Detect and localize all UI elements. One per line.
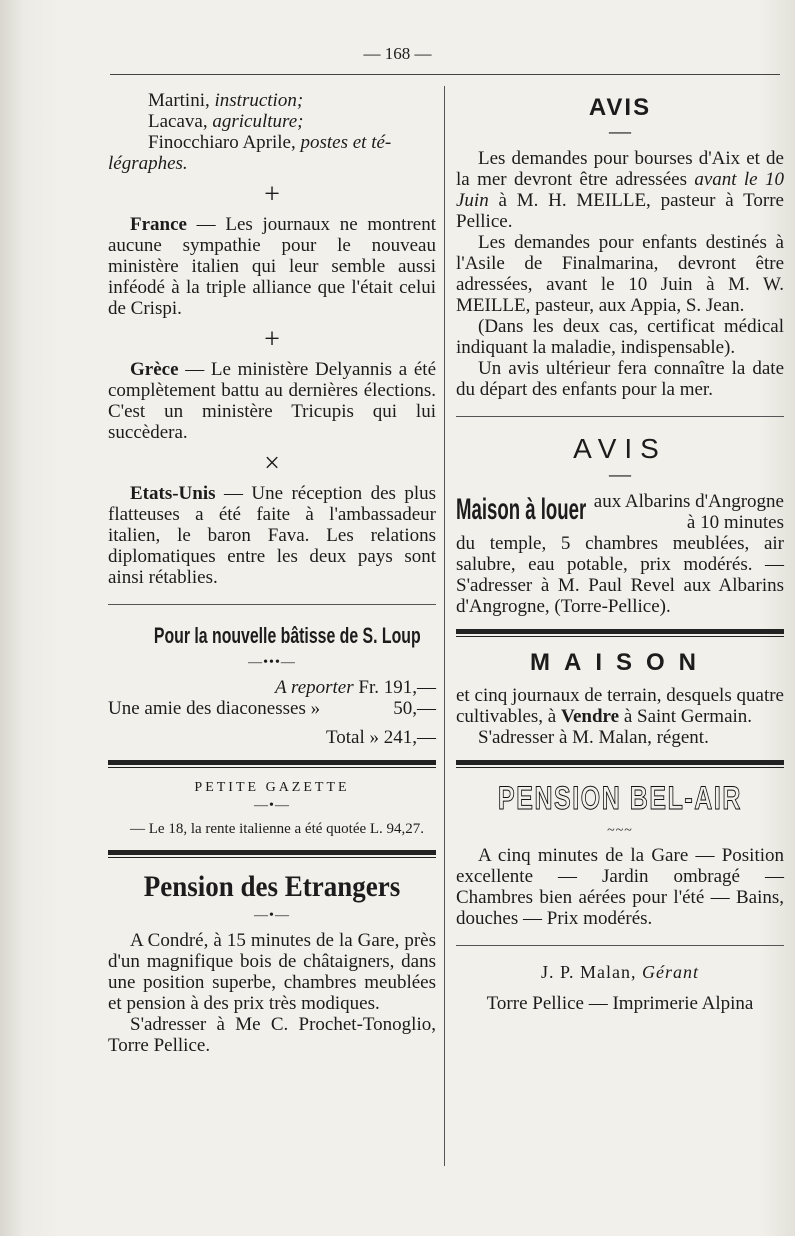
minister-role-cont: légraphes. bbox=[108, 153, 188, 174]
minister-list bbox=[108, 90, 436, 174]
report-line bbox=[108, 677, 436, 698]
thick-rule bbox=[108, 850, 436, 858]
imprimerie-line: Torre Pellice — Imprimerie Alpina bbox=[486, 993, 754, 1014]
maison-contact: S'adresser à M. Malan, régent. bbox=[478, 727, 709, 748]
maison-louer-heading: Maison à louer bbox=[456, 493, 587, 526]
amie-line bbox=[108, 698, 436, 719]
minister-line bbox=[108, 132, 436, 153]
minister-line bbox=[108, 111, 436, 132]
maison-text-end: à Saint Germain. bbox=[619, 706, 753, 727]
gazette-title: PETITE GAZETTE bbox=[194, 780, 350, 795]
separator-plus: + bbox=[264, 179, 280, 210]
france-label: France bbox=[130, 214, 187, 235]
right-column bbox=[456, 90, 784, 1015]
minister-name: Martini, bbox=[148, 90, 215, 111]
avis-paragraph-2: Les demandes pour enfants destinés à l'Asile de Finalmarina, devront être adressées, avant le 10 Juin à M. W. MEILLE, pasteur, aux Appia, S. Jean. bbox=[456, 232, 784, 316]
france-paragraph bbox=[108, 214, 436, 319]
pension-title: Pension des Etrangers bbox=[143, 870, 401, 903]
maison-paragraph bbox=[456, 685, 784, 727]
avis-paragraph-1 bbox=[456, 148, 784, 232]
avis-text: Les demandes pour bourses d'Aix et de la mer devront être adressées bbox=[456, 148, 784, 190]
avis-paragraph-4: Un avis ultérieur fera connaître la date du départ des enfants pour la mer. bbox=[456, 358, 784, 400]
total-label: Total » bbox=[325, 727, 379, 748]
amie-label: Une amie des diaconesses » bbox=[108, 698, 321, 719]
ornament: —•— bbox=[254, 908, 290, 923]
avis-dash: — bbox=[609, 461, 631, 486]
maison-vendre: Vendre bbox=[561, 706, 620, 727]
maison-text: et cinq journaux de terrain, desquels quatre cultivables, à bbox=[456, 685, 784, 727]
minister-line bbox=[108, 90, 436, 111]
left-column bbox=[108, 90, 436, 1056]
maison-louer-text: du temple, 5 chambres meublées, air salubre, eau potable, prix modérés. — S'adresser à M. Paul Revel aux Albarins d'Angrogne, (Torre-Pellice). bbox=[456, 533, 784, 617]
etats-unis-paragraph bbox=[108, 483, 436, 588]
loup-title: Pour la nouvelle bâtisse de S. Loup bbox=[153, 623, 421, 648]
pension-contact: S'adresser à Me C. Prochet-Tonoglio, Torre Pellice. bbox=[108, 1014, 436, 1056]
minister-name: Finocchiaro Aprile, bbox=[148, 132, 301, 153]
grece-text: — Le ministère Delyannis a été complètement battu au dernières élections. C'est un ministère Tricupis qui lui succèdera. bbox=[108, 359, 436, 443]
minister-role: instruction; bbox=[214, 90, 304, 111]
section-rule bbox=[108, 604, 436, 605]
thick-rule bbox=[456, 629, 784, 637]
column-divider bbox=[444, 86, 445, 1166]
section-rule bbox=[456, 945, 784, 946]
report-label: A reporter bbox=[275, 677, 354, 698]
bel-air-text: A cinq minutes de la Gare — Position excellente — Jardin ombragé — Chambres bien aérées pour l'été — Bains, douches — Prix modérés. bbox=[456, 845, 784, 929]
gerant-name: J. P. Malan, bbox=[540, 962, 642, 982]
separator-times: × bbox=[264, 448, 280, 479]
etats-unis-text: — Une réception des plus flatteuses a été faite à l'ambassadeur italien, le baron Fava. Les relations diplomatiques entre les deux pays sont ainsi rétablies. bbox=[108, 483, 436, 588]
spacer bbox=[108, 719, 436, 727]
avis-paragraph-3: (Dans les deux cas, certificat médical indiquant la maladie, indispensable). bbox=[456, 316, 784, 358]
pension-text: A Condré, à 15 minutes de la Gare, près d'un magnifique bois de châtaigners, dans une position superbe, chambres meublées et pension à des prix très modiques. bbox=[108, 930, 436, 1014]
avis-title-2: AVIS bbox=[573, 433, 667, 464]
report-value: Fr. 191,— bbox=[353, 677, 436, 698]
gazette-text: — Le 18, la rente italienne a été quotée L. 94,27. bbox=[130, 821, 425, 837]
section-rule bbox=[456, 416, 784, 417]
separator-plus: + bbox=[264, 324, 280, 355]
bel-air-title: PENSION BEL-AIR bbox=[498, 780, 742, 816]
maison-louer-row bbox=[456, 491, 784, 533]
minister-line-cont bbox=[108, 153, 436, 174]
thick-rule bbox=[108, 760, 436, 768]
amie-value: 50,— bbox=[393, 698, 436, 719]
avis-title: AVIS bbox=[588, 94, 652, 121]
grece-label: Grèce bbox=[130, 359, 179, 380]
avis-text: à M. H. MEILLE, pasteur à Torre Pellice. bbox=[456, 190, 784, 232]
total-value: 241,— bbox=[379, 727, 436, 748]
ornament: ~~~ bbox=[607, 823, 633, 838]
minister-role: agriculture; bbox=[212, 111, 304, 132]
gerant-line bbox=[456, 962, 784, 983]
page-number: — 168 — bbox=[363, 44, 432, 63]
total-line bbox=[108, 727, 436, 748]
france-text: — Les journaux ne montrent aucune sympathie pour le nouveau ministère italien qui leur semble aussi inféodé à la triple alliance que l'était celui de Crispi. bbox=[108, 214, 436, 319]
grece-paragraph bbox=[108, 359, 436, 443]
minister-role: postes et té- bbox=[300, 132, 392, 153]
maison-title: MAISON bbox=[530, 649, 710, 676]
top-rule bbox=[110, 74, 780, 75]
ornament: —•••— bbox=[248, 655, 296, 670]
ornament: —•— bbox=[254, 798, 290, 813]
thick-rule bbox=[456, 760, 784, 768]
etats-unis-label: Etats-Unis bbox=[130, 483, 216, 504]
minister-name: Lacava, bbox=[148, 111, 213, 132]
avis-dash: — bbox=[609, 118, 631, 143]
avis-date: avant le 10 Juin bbox=[456, 169, 784, 211]
gerant-role: Gérant bbox=[642, 962, 699, 982]
maison-louer-side: aux Albarins d'Angrogne à 10 minutes bbox=[593, 491, 784, 533]
